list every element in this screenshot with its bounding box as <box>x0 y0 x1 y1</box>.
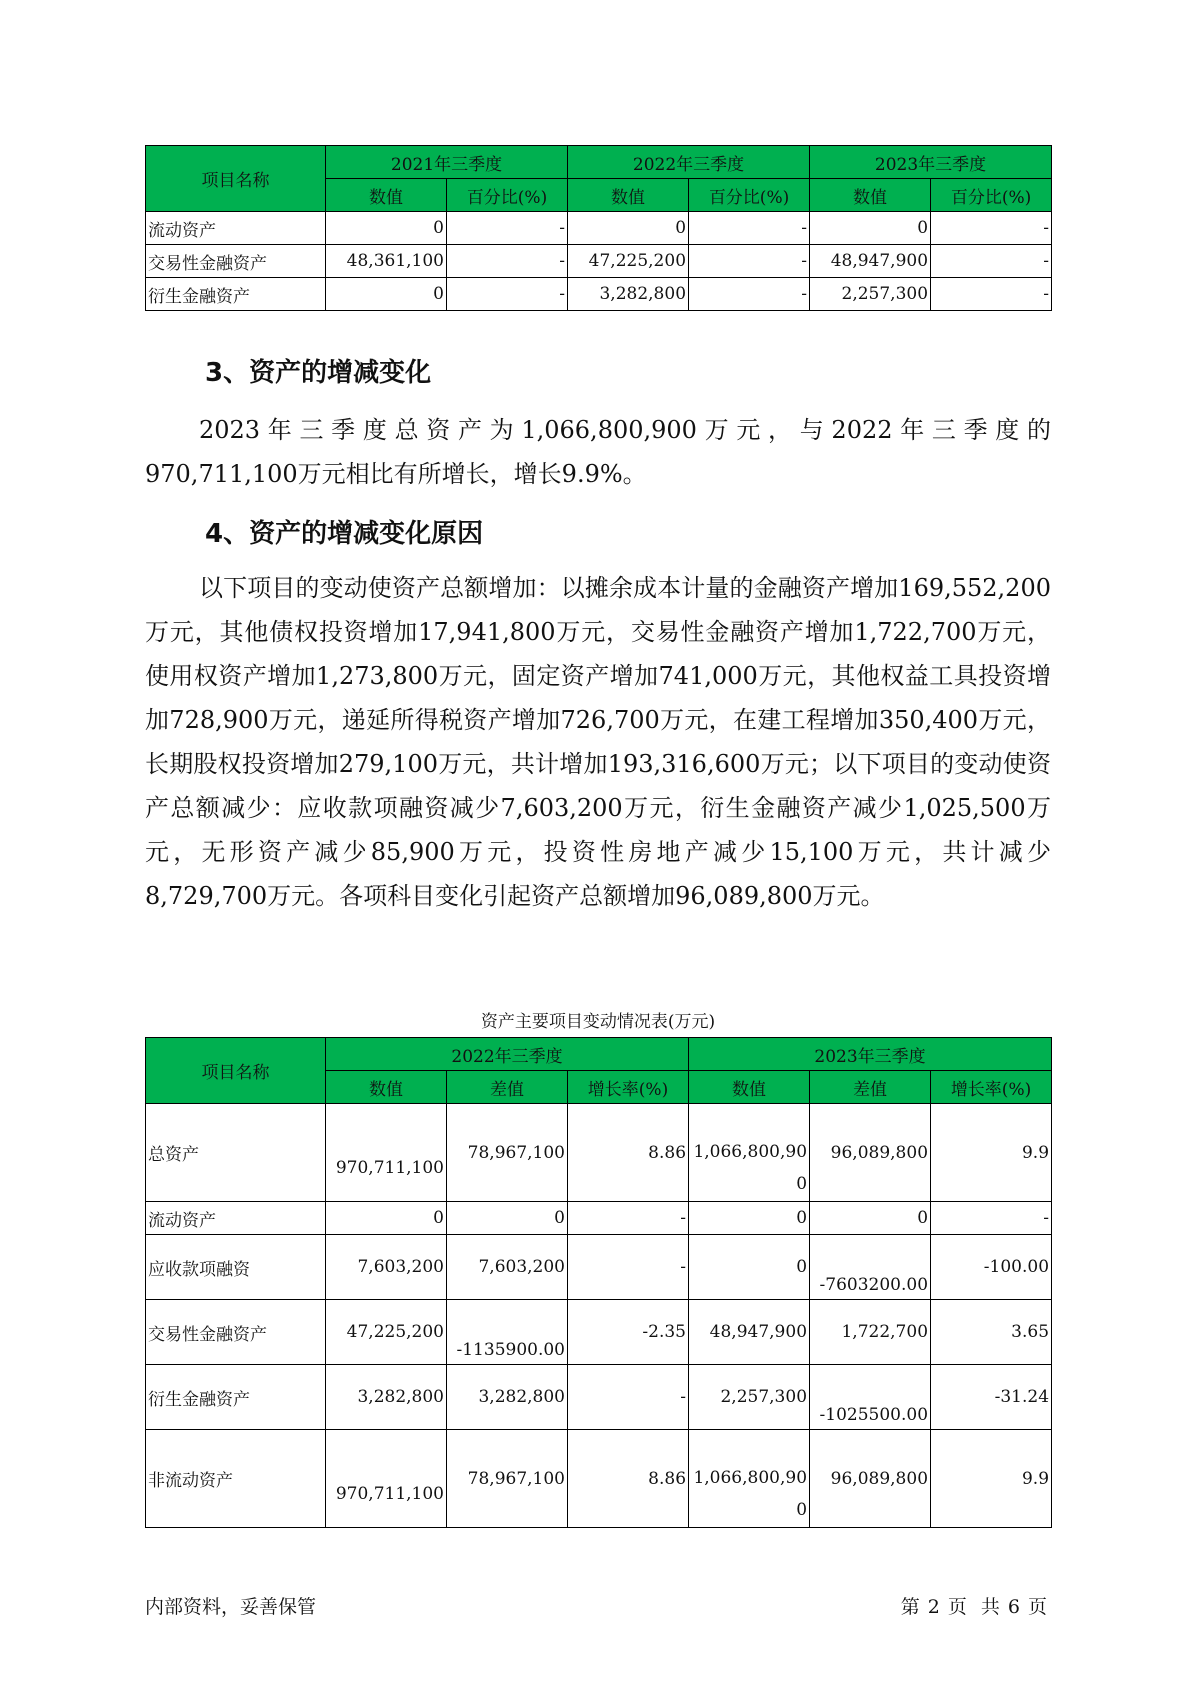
cell: 0 <box>810 212 931 245</box>
header-percent: 百分比(%) <box>447 179 568 212</box>
cell: 1,722,700 <box>810 1300 931 1365</box>
header-diff: 差值 <box>447 1071 568 1104</box>
page-unit: 页 <box>947 1596 967 1618</box>
cell: 47,225,200 <box>326 1300 447 1365</box>
cell: 2,257,300 <box>689 1365 810 1430</box>
header-percent: 百分比(%) <box>689 179 810 212</box>
footer-confidential-note: 内部资料，妥善保管 <box>145 1596 317 1618</box>
cell: 970,711,100 <box>326 1104 447 1202</box>
table-asset-composition <box>145 145 1052 311</box>
header-value: 数值 <box>810 179 931 212</box>
row-label: 流动资产 <box>146 212 326 245</box>
row-label: 交易性金融资产 <box>146 1300 326 1365</box>
cell: 48,361,100 <box>326 245 447 278</box>
header-period: 2023年三季度 <box>689 1038 1052 1071</box>
page-prefix: 第 <box>900 1596 920 1618</box>
cell: - <box>447 245 568 278</box>
cell: 8.86 <box>568 1104 689 1202</box>
table-caption: 资产主要项目变动情况表(万元) <box>480 1012 716 1032</box>
total-unit: 页 <box>1027 1596 1047 1618</box>
cell: 0 <box>568 212 689 245</box>
table-row <box>146 1300 1052 1365</box>
table-row <box>146 1104 1052 1202</box>
cell: - <box>689 245 810 278</box>
total-pages: 6 <box>1007 1596 1020 1618</box>
cell: - <box>568 1235 689 1300</box>
cell: 78,967,100 <box>447 1104 568 1202</box>
header-rate: 增长率(%) <box>931 1071 1052 1104</box>
header-period: 2021年三季度 <box>326 146 568 179</box>
row-label: 衍生金融资产 <box>146 278 326 311</box>
total-prefix: 共 <box>980 1596 1000 1618</box>
row-label: 衍生金融资产 <box>146 1365 326 1430</box>
row-label: 应收款项融资 <box>146 1235 326 1300</box>
cell: 0 <box>326 1202 447 1235</box>
cell: 9.9 <box>931 1104 1052 1202</box>
cell: - <box>931 212 1052 245</box>
row-label: 非流动资产 <box>146 1430 326 1528</box>
table-row <box>146 212 1052 245</box>
cell: -31.24 <box>931 1365 1052 1430</box>
cell: 0 <box>810 1202 931 1235</box>
cell: - <box>447 278 568 311</box>
header-rate: 增长率(%) <box>568 1071 689 1104</box>
section-paragraph: 2023年三季度总资产为1,066,800,900万元，与2022年三季度的970,711,100万元相比有所增长，增长9.9%。 <box>145 416 1051 488</box>
cell: 3,282,800 <box>447 1365 568 1430</box>
cell: - <box>568 1365 689 1430</box>
cell: - <box>931 278 1052 311</box>
cell: 970,711,100 <box>326 1430 447 1528</box>
header-item-name: 项目名称 <box>146 146 326 212</box>
section-paragraph: 以下项目的变动使资产总额增加：以摊余成本计量的金融资产增加169,552,200万元，其他债权投资增加17,941,800万元，交易性金融资产增加1,722,700万元，使用权资产增加1,273,800万元，固定资产增加741,000万元，其他权益工具投资增加728,900万元，递延所得税资产增加726,700万元，在建工程增加350,400万元，长期股权投资增加279,100万元，共计增加193,316,600万元；以下项目的变动使资产总额减少：应收款项融资减少7,603,200万元，衍生金融资产减少1,025,500万元，无形资产减少85,900万元，投资性房地产减少15,100万元，共计减少8,729,700万元。各项科目变化引起资产总额增加96,089,800万元。 <box>145 574 1051 910</box>
cell: 0 <box>689 1235 810 1300</box>
cell: 0 <box>447 1202 568 1235</box>
cell: 96,089,800 <box>810 1104 931 1202</box>
cell: 3,282,800 <box>326 1365 447 1430</box>
cell: 96,089,800 <box>810 1430 931 1528</box>
header-period: 2023年三季度 <box>810 146 1052 179</box>
header-diff: 差值 <box>810 1071 931 1104</box>
cell: -2.35 <box>568 1300 689 1365</box>
cell: -1135900.00 <box>447 1300 568 1365</box>
header-period: 2022年三季度 <box>568 146 810 179</box>
table-row <box>146 1202 1052 1235</box>
cell: -7603200.00 <box>810 1235 931 1300</box>
cell: -100.00 <box>931 1235 1052 1300</box>
header-value: 数值 <box>326 1071 447 1104</box>
header-percent: 百分比(%) <box>931 179 1052 212</box>
footer-page-number <box>897 1592 1051 1619</box>
cell: - <box>689 278 810 311</box>
table-row <box>146 1365 1052 1430</box>
table-asset-changes <box>145 1037 1052 1528</box>
table-row <box>146 1430 1052 1528</box>
cell: 1,066,800,900 <box>689 1104 810 1202</box>
row-label: 总资产 <box>146 1104 326 1202</box>
cell: - <box>447 212 568 245</box>
cell: - <box>568 1202 689 1235</box>
cell: - <box>931 245 1052 278</box>
cell: 8.86 <box>568 1430 689 1528</box>
page-number: 2 <box>927 1596 940 1618</box>
cell: 2,257,300 <box>810 278 931 311</box>
table-row <box>146 1235 1052 1300</box>
cell: 0 <box>326 278 447 311</box>
section-heading: 3、资产的增减变化 <box>205 358 432 388</box>
cell: 7,603,200 <box>326 1235 447 1300</box>
header-item-name: 项目名称 <box>146 1038 326 1104</box>
cell: - <box>931 1202 1052 1235</box>
cell: 47,225,200 <box>568 245 689 278</box>
cell: 0 <box>326 212 447 245</box>
cell: 48,947,900 <box>689 1300 810 1365</box>
cell: 7,603,200 <box>447 1235 568 1300</box>
header-value: 数值 <box>689 1071 810 1104</box>
header-value: 数值 <box>326 179 447 212</box>
cell: 3,282,800 <box>568 278 689 311</box>
cell: 48,947,900 <box>810 245 931 278</box>
header-value: 数值 <box>568 179 689 212</box>
cell: 0 <box>689 1202 810 1235</box>
cell: 3.65 <box>931 1300 1052 1365</box>
cell: - <box>689 212 810 245</box>
header-period: 2022年三季度 <box>326 1038 689 1071</box>
table-row <box>146 245 1052 278</box>
table-row <box>146 278 1052 311</box>
cell: -1025500.00 <box>810 1365 931 1430</box>
cell: 9.9 <box>931 1430 1052 1528</box>
cell: 78,967,100 <box>447 1430 568 1528</box>
row-label: 交易性金融资产 <box>146 245 326 278</box>
row-label: 流动资产 <box>146 1202 326 1235</box>
cell: 1,066,800,900 <box>689 1430 810 1528</box>
section-heading: 4、资产的增减变化原因 <box>205 519 484 549</box>
